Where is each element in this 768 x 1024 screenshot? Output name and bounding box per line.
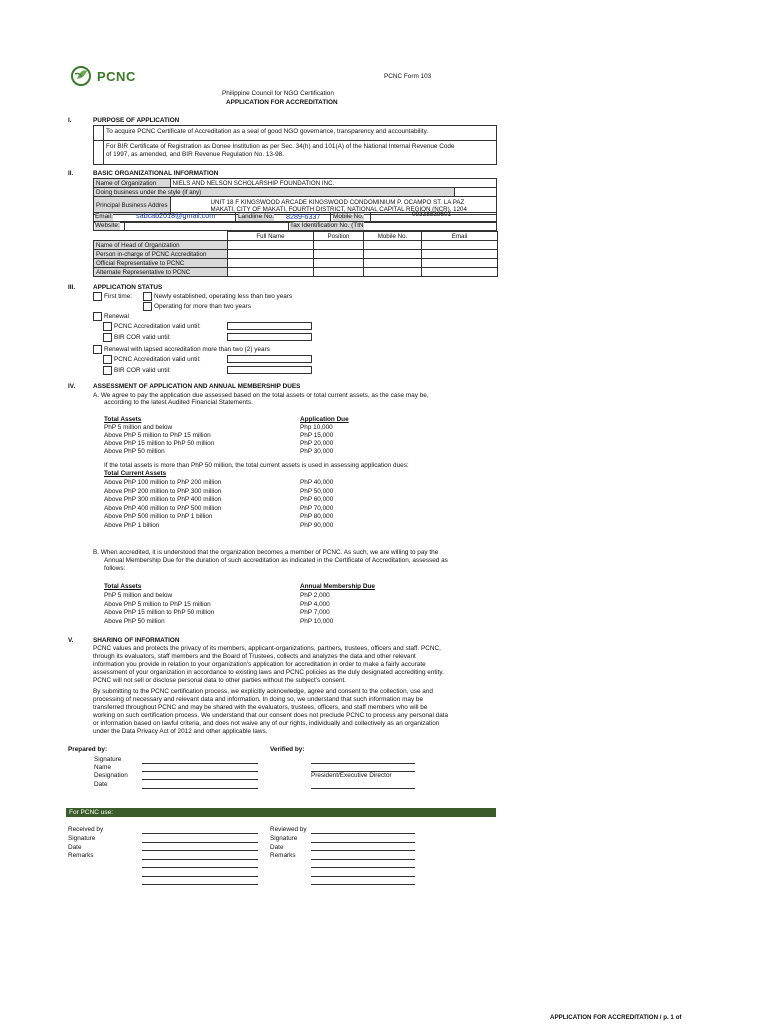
paragraph-line: transferred throughout PCNC and may be shared with the evaluators, trustees, officers, and staff members who will be [93,704,428,711]
prepared-by-label: Prepared by: [68,746,108,753]
pcnc-remarks-label: Remarks [68,852,94,859]
list-item: PhP 30,000 [300,448,334,455]
first-time-checkbox[interactable] [93,292,102,301]
reviewer-date-line[interactable] [311,850,415,851]
verifier-signature-line[interactable] [311,763,415,764]
website-label: Website: [95,222,120,229]
purpose-option-2a: For BIR Certificate of Registration as Donee Institution as per Sec. 34(h) and 101(A) of the National Internal Revenue Code [106,143,455,150]
list-item: PhP 10,000 [300,617,334,625]
name-line[interactable] [142,771,258,772]
reviewer-remarks-line[interactable] [311,859,415,860]
verifier-date-line[interactable] [311,788,415,789]
renewal-bir-date-field[interactable] [227,333,312,341]
part-a-line-1: A. We agree to pay the application due assessed based on the total assets or total current assets, as the case may be, [93,392,429,399]
landline-value[interactable]: 8289-6337 [286,212,321,221]
table-cell[interactable] [314,250,364,259]
section-4-number: IV. [68,383,76,390]
purpose-checkbox-1[interactable] [94,127,103,136]
email-value[interactable]: sabcab2018@gmail.com [136,211,216,220]
list-item: PhP 80,000 [300,513,334,520]
lapsed-bir-date-field[interactable] [227,366,312,374]
pcnc-leaf-icon [70,65,94,87]
part-b-line-2: Annual Membership Due for the duration of such accreditation as indicated in the Certificate of Accreditation, assessed as [104,557,448,564]
list-item: Above PhP 200 million to PhP 300 million [104,487,222,495]
address-line-1: UNIT 18 F KINGSWOOD ARCADE KINGSWOOD CONDOMINIUM P. OCAMPO ST. LA PAZ [210,198,465,206]
section-1-number: I. [68,117,72,124]
remarks-line[interactable] [142,859,258,860]
pcnc-date-label: Date [68,844,82,851]
lapsed-checkbox[interactable] [93,345,102,354]
renewal-pcnc-date-field[interactable] [227,322,312,330]
list-item: Above PhP 5 million to PhP 15 million [104,600,211,608]
address-label: Principal Business Addres [94,197,171,215]
remarks-line[interactable] [142,876,258,877]
reviewer-date-label: Date [270,844,284,851]
remarks-line[interactable] [142,867,258,868]
representatives-table [93,231,498,277]
lapsed-pcnc-checkbox[interactable] [103,355,112,364]
paragraph-line: By submitting to the PCNC certification process, we explicitly acknowledge, agree and consent to the collection, use and [93,688,433,695]
col-position: Position [314,232,364,241]
designation-label: Designation [94,772,128,779]
table-cell[interactable] [228,250,314,259]
privacy-paragraph-2 [93,688,448,736]
renewal-pcnc-label: PCNC Accreditation valid until: [114,323,201,330]
page-title: APPLICATION FOR ACCREDITATION [226,99,338,106]
paragraph-line: working on such certification process. We understand that our consent does not preclude PCNC to process any personal data [93,712,449,719]
purpose-option-1: To acquire PCNC Certificate of Accreditation as a seal of good NGO governance, transparency and accountability. [106,128,429,135]
designation-line[interactable] [142,779,258,780]
logo-text: PCNC [97,69,136,84]
pcnc-signature-label: Signature [68,835,96,842]
paragraph-line: assessment of your organization in accordance to existing laws and PCNC policies as the duly designated accrediting entity. [93,669,444,676]
paragraph-line: PCNC values and protects the privacy of its members, applicant-organizations, partners, trustees, officers and staff. PCNC, [93,645,441,652]
org-name-label: Name of Organization [94,179,171,188]
row-head-label: Name of Head of Organization [94,241,228,250]
operating-more-checkbox[interactable] [143,302,152,311]
reviewer-signature-line[interactable] [311,842,415,843]
table-cell[interactable] [364,268,422,277]
renewal-pcnc-checkbox[interactable] [103,322,112,331]
table-cell[interactable] [422,250,498,259]
reviewed-by-label: Reviewed by [270,826,307,833]
list-item: Above PhP 50 million [104,617,165,625]
table-cell[interactable] [228,241,314,250]
list-item: PhP 4,000 [300,600,330,608]
list-item: Above PhP 500 million to PhP 1 billion [104,513,213,520]
section-2-title: BASIC ORGANIZATIONAL INFORMATION [93,170,219,177]
reviewer-remarks-label: Remarks [270,852,296,859]
renewal-checkbox[interactable] [93,312,102,321]
org-name-field[interactable]: NIELS AND NELSON SCHOLARSHIP FOUNDATION INC. [170,179,496,188]
col-email: Email [422,232,498,241]
list-item: Php 10,000 [300,424,333,431]
landline-label: Landline No. [238,213,274,220]
renewal-label: Renewal [104,313,129,320]
list-item: Above PhP 400 million to PhP 500 million [104,504,222,512]
lapsed-bir-label: BIR COR valid until: [114,367,171,374]
mobile-label: Mobile No. [333,213,364,220]
paragraph-line: or information based on lawful criteria, and does not waive any of our rights, individually and collectively as an organization [93,720,440,727]
address-line-2: MAKATI, CITY OF MAKATI, FOURTH DISTRICT, NATIONAL CAPITAL REGION (NCR), 1204 [210,205,467,213]
row-alternate-label: Alternate Representative to PCNC [94,268,228,277]
part-a-line-2: according to the latest Audited Financial Statements. [104,399,253,406]
list-item: Above PhP 50 million [104,448,165,455]
section-1-title: PURPOSE OF APPLICATION [93,117,180,124]
total-assets-heading: Total Assets [104,416,142,423]
remarks-line[interactable] [142,884,258,885]
org-title: Philippine Council for NGO Certification [222,90,334,97]
part-b-line-1: B. When accredited, it is understood that the organization becomes a member of PCNC. As such, we are willing to pay the [93,549,439,556]
list-item: PhP 15,000 [300,432,334,439]
section-2-number: II. [68,170,74,177]
table-cell[interactable] [228,268,314,277]
list-item: PhP 2,000 [300,592,330,599]
purpose-checkbox-2[interactable] [94,142,103,151]
membership-due-heading: Annual Membership Due [300,583,375,590]
section-3-number: III. [68,284,76,291]
page-footer: APPLICATION FOR ACCREDITATION / p. 1 of [550,1014,682,1021]
reviewer-remarks-line[interactable] [311,884,415,885]
list-item: PhP 7,000 [300,609,330,616]
total-current-assets-heading: Total Current Assets [104,470,167,477]
received-by-label: Received by [68,826,104,833]
table-cell[interactable] [422,241,498,250]
list-item: PhP 40,000 [300,479,334,486]
dba-field[interactable] [454,188,496,197]
list-item: PhP 70,000 [300,504,334,512]
list-item: PhP 5 million and below [104,424,173,431]
president-label: President/Executive Director [311,772,392,779]
tin-label: Tax Identification No. (TIN [290,222,364,229]
list-item: Above PhP 5 million to PhP 15 million [104,432,211,439]
list-item: PhP 90,000 [300,521,334,529]
first-time-label: First time: [104,293,133,300]
section-5-number: V. [68,637,74,644]
list-item: Above PhP 300 million to PhP 400 million [104,496,222,503]
list-item: PhP 5 million and below [104,592,173,599]
table-cell[interactable] [422,259,498,268]
list-item: PhP 60,000 [300,496,334,503]
list-item: PhP 50,000 [300,487,334,495]
purpose-option-2b: of 1997, as amended, and BIR Revenue Regulation No. 13-98. [106,151,284,158]
current-assets-note: If the total assets is more than PhP 50 million, the total current assets is used in assessing application dues: [104,462,409,469]
paragraph-line: processing of necessary and relevant data and information. In doing so, we understand that such information may be [93,696,424,703]
email-label: Email: [95,213,113,220]
lapsed-pcnc-label: PCNC Accreditation valid until: [114,356,201,363]
reviewer-signature-label: Signature [270,835,298,842]
table-cell[interactable] [364,250,422,259]
dba-label: Doing business under the style (if any) [94,188,455,197]
name-label: Name [94,764,112,771]
received-line[interactable] [142,833,258,834]
row-incharge-label: Person in-charge of PCNC Accreditation [94,250,228,259]
paragraph-line: PCNC will not sell or disclose personal data to other parties without the subject's consent. [93,677,347,684]
table-cell[interactable] [364,241,422,250]
section-3-title: APPLICATION STATUS [93,284,163,291]
list-item: PhP 20,000 [300,440,334,447]
col-mobile: Mobile No. [364,232,422,241]
pcnc-logo [70,65,140,87]
reviewer-remarks-line[interactable] [311,867,415,868]
lapsed-pcnc-date-field[interactable] [227,355,312,363]
received-signature-line[interactable] [142,842,258,843]
received-date-line[interactable] [142,850,258,851]
section-5-title: SHARING OF INFORMATION [93,637,180,644]
reviewer-remarks-line[interactable] [311,876,415,877]
form-number: PCNC Form 103 [384,73,432,80]
table-cell[interactable] [422,268,498,277]
renewal-bir-label: BIR COR valid until: [114,334,171,341]
newly-established-checkbox[interactable] [143,292,152,301]
mobile-value[interactable]: 09338839601 [412,211,452,218]
col-full-name: Full Name [228,232,314,241]
total-assets-heading-2: Total Assets [104,583,142,590]
org-info-table [93,178,497,215]
renewal-bir-checkbox[interactable] [103,333,112,342]
pcnc-use-bar: For PCNC use: [66,808,496,817]
list-item: Above PhP 15 million to PhP 50 million [104,609,215,616]
table-cell[interactable] [314,268,364,277]
table-cell[interactable] [314,259,364,268]
privacy-paragraph-1 [93,645,444,685]
lapsed-label: Renewal with lapsed accreditation more than two (2) years [104,346,270,353]
list-item: Above PhP 1 billion [104,521,160,529]
list-item: Above PhP 15 million to PhP 50 million [104,440,215,447]
date-line[interactable] [142,788,258,789]
table-cell[interactable] [314,241,364,250]
operating-more-label: Operating for more than two years [154,303,251,310]
reviewed-line[interactable] [311,833,415,834]
list-item: Above PhP 100 million to PhP 200 million [104,479,222,486]
part-b-line-3: follows: [104,565,126,572]
verified-by-label: Verified by: [270,746,305,753]
table-cell[interactable] [228,259,314,268]
paragraph-line: through its evaluators, staff members and the Board of Trustees, collects and analyzes the data and other relevant [93,653,416,660]
paragraph-line: information you provide in relation to your organization's application for accreditation in order to make a fairly accurate [93,661,426,668]
section-4-title: ASSESSMENT OF APPLICATION AND ANNUAL MEMBERSHIP DUES [93,383,301,390]
row-official-label: Official Representative to PCNC [94,259,228,268]
paragraph-line: under the Data Privacy Act of 2012 and other applicable laws. [93,728,268,735]
signature-line[interactable] [142,763,258,764]
application-due-heading: Application Due [300,416,349,423]
date-label: Date [94,781,108,788]
table-cell[interactable] [364,259,422,268]
newly-established-label: Newly established, operating less than two years [154,293,293,300]
signature-label: Signature [94,756,122,763]
lapsed-bir-checkbox[interactable] [103,366,112,375]
